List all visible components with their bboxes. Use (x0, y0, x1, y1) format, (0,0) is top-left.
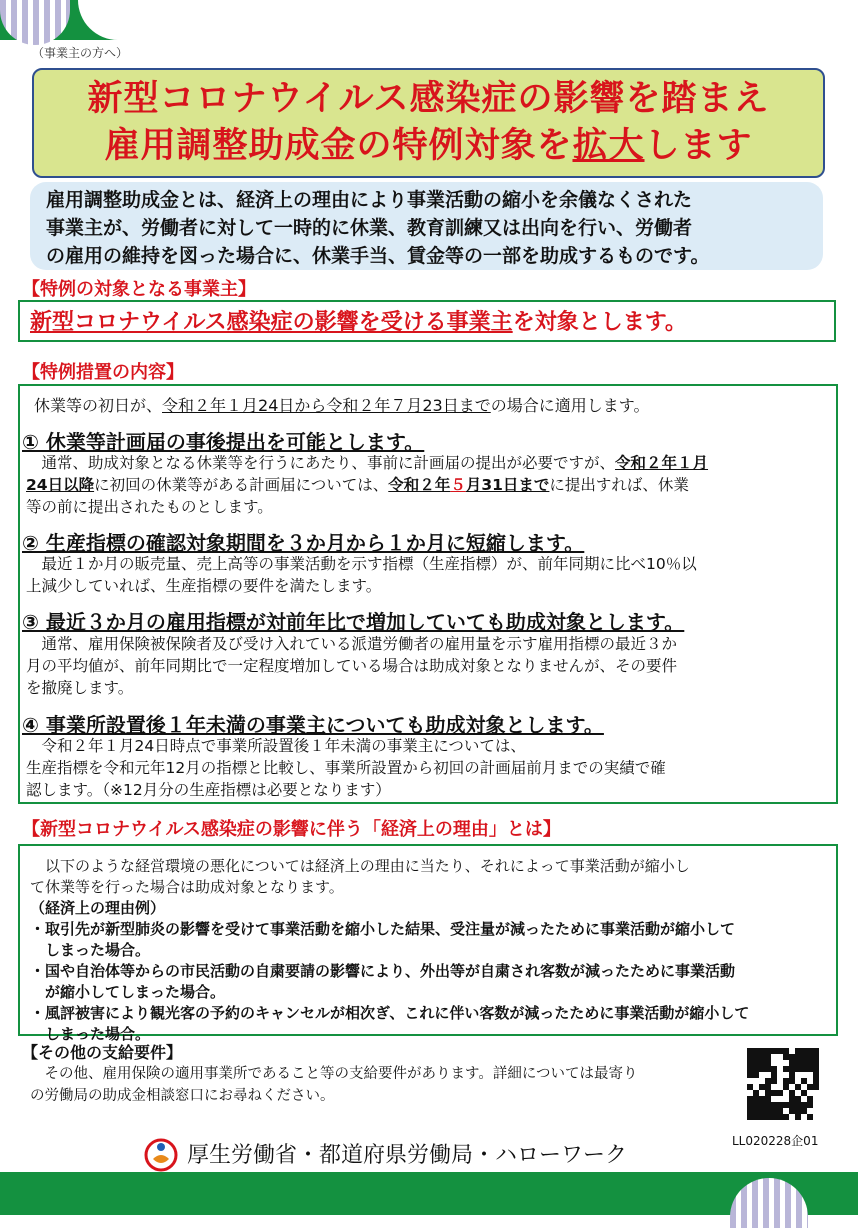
item2-body (26, 553, 838, 597)
document-code: LL020228企01 (732, 1134, 819, 1148)
item1-deadline-a: 令和２年 (388, 476, 451, 494)
target-text-rest: を対象とします。 (512, 310, 687, 335)
item3-line-2: 月の平均値が、前年同期比で一定程度増加している場合は助成対象となりませんが、その要件 (26, 657, 678, 675)
item4-heading: ④ 事業所設置後１年未満の事業主についても助成対象とします。 (22, 713, 604, 737)
example-2-line-2: が縮小してしまった場合。 (30, 983, 226, 1001)
title-line-1: 新型コロナウイルス感染症の影響を踏まえ (87, 79, 770, 119)
item1-deadline-b: 月31日まで (465, 476, 550, 494)
footer-organization: 厚生労働省・都道府県労働局・ハローワーク (187, 1143, 628, 1168)
target-text (30, 305, 687, 336)
intro-part-a: 休業等の初日が、 (34, 396, 163, 415)
title-line-2-part-c: します (644, 126, 753, 166)
item1-line-2 (26, 474, 838, 496)
other-line-1: その他、雇用保険の適用事業所であること等の支給要件があります。詳細については最寄り (30, 1066, 638, 1082)
examples-label: （経済上の理由例） (30, 899, 166, 917)
item1-date-start-cont: 24日以降 (26, 476, 95, 494)
other-line-2: の労働局の助成金相談窓口にお尋ねください。 (30, 1088, 335, 1104)
title-box (32, 68, 825, 178)
measures-section-label: 【特例措置の内容】 (22, 362, 184, 383)
item1-line-3: 等の前に提出されたものとします。 (26, 498, 273, 516)
economic-intro (30, 856, 690, 898)
top-white-cutout (78, 0, 858, 40)
item3-heading: ③ 最近３か月の雇用指標が対前年比で増加していても助成対象とします。 (22, 610, 685, 634)
definition-line-3: の雇用の維持を図った場合に、休業手当、賃金等の一部を助成するものです。 (46, 245, 710, 267)
item3-line-3: を撤廃します。 (26, 679, 134, 697)
economic-intro-line-2: て休業等を行った場合は助成対象となります。 (30, 878, 344, 896)
item3-line-1: 通常、雇用保険被保険者及び受け入れている派遣労働者の雇用量を示す雇用指標の最近３か (26, 635, 678, 653)
example-3-line-2: しまった場合。 (30, 1025, 151, 1043)
item1-body (26, 452, 838, 518)
intro-part-c: の場合に適用します。 (490, 396, 650, 415)
bottom-green-band (0, 1172, 858, 1215)
item1-heading: ① 休業等計画届の事後提出を可能とします。 (22, 430, 425, 454)
item1-deadline-month: ５ (450, 476, 466, 494)
item3-body (26, 633, 838, 699)
item1-line-2-end: に提出すれば、休業 (549, 476, 689, 494)
target-section-label: 【特例の対象となる事業主】 (22, 279, 256, 300)
example-1-line-2: しまった場合。 (30, 941, 151, 959)
economic-examples (30, 898, 749, 1045)
item1-date-start: 令和２年１月 (615, 454, 709, 472)
item2-line-2: 上減少していれば、生産指標の要件を満たします。 (26, 577, 382, 595)
item4-line-2: 生産指標を令和元年12月の指標と比較し、事業所設置から初回の計画届前月までの実績で確 (26, 759, 666, 777)
qr-code-icon[interactable] (747, 1048, 819, 1120)
item4-line-1: 令和２年１月24日時点で事業所設置後１年未満の事業主については、 (26, 737, 526, 755)
ministry-logo-icon (143, 1137, 179, 1173)
audience-note: （事業主の方へ） (32, 46, 129, 60)
example-2-line-1: ・国や自治体等からの市民活動の自粛要請の影響により、外出等が自粛され客数が減ったために事業活動 (30, 962, 736, 980)
measures-intro (34, 393, 649, 416)
item2-heading: ② 生産指標の確認対象期間を３か月から１か月に短縮します。 (22, 531, 585, 555)
title-emphasis: 拡大 (572, 126, 645, 166)
other-section-label: 【その他の支給要件】 (22, 1043, 183, 1062)
item2-line-1: 最近１か月の販売量、売上高等の事業活動を示す指標（生産指標）が、前年同期に比べ10％以 (26, 555, 697, 573)
economic-section-label: 【新型コロナウイルス感染症の影響に伴う「経済上の理由」とは】 (22, 819, 561, 840)
definition-box (30, 182, 823, 270)
item1-line-1 (26, 452, 838, 474)
item4-line-3: 認します。（※12月分の生産指標は必要となります） (26, 781, 391, 799)
intro-period: 令和２年１月24日から令和２年７月23日まで (162, 396, 491, 415)
item4-body (26, 735, 838, 801)
qr-module (813, 1114, 819, 1120)
other-text (30, 1063, 638, 1107)
item1-line-1-text: 通常、助成対象となる休業等を行うにあたり、事前に計画届の提出が必要ですが、 (26, 454, 616, 472)
title-line-2-part-a: 雇用調整助成金の特例対象を (104, 126, 573, 166)
definition-line-1: 雇用調整助成金とは、経済上の理由により事業活動の縮小を余儀なくされた (46, 189, 693, 211)
title-line-2 (104, 123, 752, 170)
item1-line-2-text: に初回の休業等がある計画届については、 (94, 476, 389, 494)
definition-line-2: 事業主が、労働者に対して一時的に休業、教育訓練又は出向を行い、労働者 (46, 217, 693, 239)
economic-intro-line-1: 以下のような経営環境の悪化については経済上の理由に当たり、それによって事業活動が縮小し (30, 857, 690, 875)
target-text-emphasis: 新型コロナウイルス感染症の影響を受ける事業主 (30, 310, 513, 335)
example-1-line-1: ・取引先が新型肺炎の影響を受けて事業活動を縮小した結果、受注量が減ったために事業活動が縮小して (30, 920, 736, 938)
example-3-line-1: ・風評被害により観光客の予約のキャンセルが相次ぎ、これに伴い客数が減ったために事業活動が縮小して (30, 1004, 750, 1022)
